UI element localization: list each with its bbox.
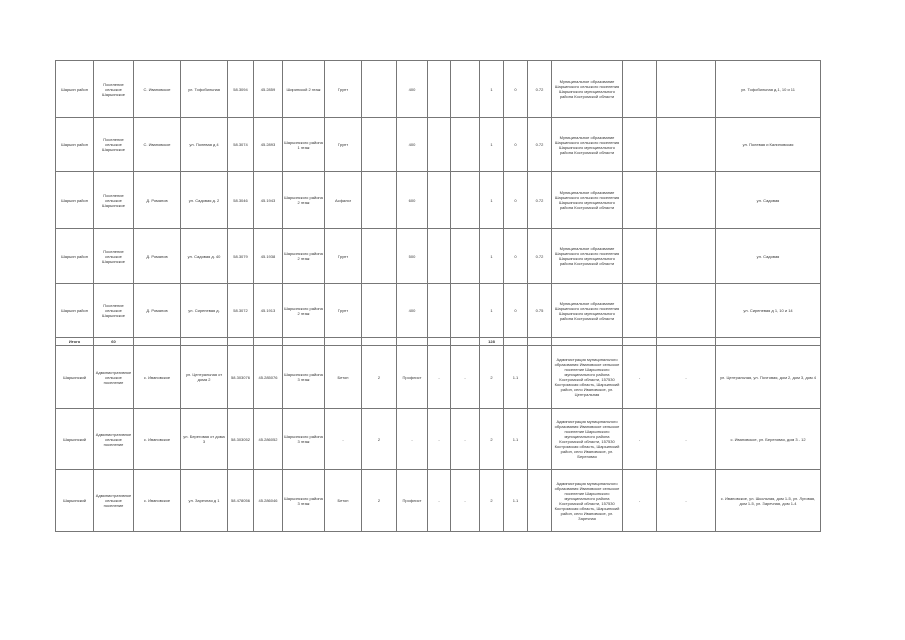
cell-material: 400 [397,284,428,338]
cell-d: 2 [480,470,504,532]
cell-material: Профлист [397,470,428,532]
cell [362,338,397,346]
cell-source: ул. Сиреневая д 1, 10 и 14 [716,284,821,338]
cell-f: 0.72 [528,61,552,118]
cell-f [528,409,552,470]
cell-f [528,346,552,409]
cell-c [451,229,480,284]
cell-e: 1.1 [504,470,528,532]
cell-e: 0 [504,172,528,229]
cell-street: ул. Садовая д. 2 [181,172,228,229]
cell-owner: Муниципальное образование Шарьинского сельского поселения Шарьинского муниципального района Костромской области [552,284,623,338]
cell-settlement: Поселение сельское Шарьинское [94,61,134,118]
cell [228,338,254,346]
cell-surface: Грунт [325,284,362,338]
cell-surface: Асфальт [325,172,362,229]
cell-settlement: Административное сельское поселение [94,346,134,409]
cell-a [362,172,397,229]
cell-lat: 58.3094 [228,61,254,118]
cell-f: 0.72 [528,118,552,172]
cell-d: 1 [480,61,504,118]
cell-surface: Грунт [325,229,362,284]
cell-street: ул. Центральная от дома 2 [181,346,228,409]
cell-material: - [397,409,428,470]
cell-source: ул. Полевая и Калиновская [716,118,821,172]
cell-source: ул. Садовая [716,172,821,229]
table-row [56,470,821,532]
cell-g [623,172,657,229]
cell-lat: 58.3046 [228,172,254,229]
cell-owner: Муниципальное образование Шарьинского сельского поселения Шарьинского муниципального района Костромской области [552,61,623,118]
cell-h [657,172,716,229]
cell-h: - [657,409,716,470]
cell-locality: Д. Романов [134,284,181,338]
cell-building: Шарьинского района 3 этаж [283,346,325,409]
cell-e: 0 [504,118,528,172]
cell-b: - [428,346,451,409]
cell [254,338,283,346]
cell-c: - [451,409,480,470]
cell-settlement: Поселение сельское Шарьинское [94,229,134,284]
cell [657,338,716,346]
cell-f: 0.72 [528,229,552,284]
cell-settlement: Поселение сельское Шарьинское [94,172,134,229]
cell-source: ул. Тофобильная д.1, 10 и 11 [716,61,821,118]
cell-lon: 45.2893 [254,118,283,172]
cell-a: 2 [362,409,397,470]
table-row [56,409,821,470]
cell [283,338,325,346]
cell [181,338,228,346]
cell-material: Профлист [397,346,428,409]
cell-e: 0 [504,284,528,338]
cell-g: - [623,409,657,470]
total-count: 60 [94,338,134,346]
cell [623,338,657,346]
cell-lon: 45.285076 [254,346,283,409]
cell-g [623,118,657,172]
cell-street: ул. Сиреневая д. [181,284,228,338]
cell-a [362,229,397,284]
cell-c [451,172,480,229]
cell-b [428,229,451,284]
cell-g [623,61,657,118]
cell-locality: с. Ивановское [134,346,181,409]
cell-building: Шарьинского района 3 этаж [283,470,325,532]
cell-f: 0.75 [528,284,552,338]
cell [528,338,552,346]
cell-source: с. Ивановское, ул. Школьная, дом 1-5, ул. Луговая, дом 1-5, ул. Заречная, дом 1-4 [716,470,821,532]
cell-surface: Бетон [325,346,362,409]
cell-locality: с. Ивановское [134,470,181,532]
cell-c: - [451,470,480,532]
total-sum: 128 [480,338,504,346]
cell [325,338,362,346]
cell-surface: Грунт [325,118,362,172]
cell-building: Шарьинского района 3 этаж [283,409,325,470]
cell-locality: с. Ивановское [134,409,181,470]
cell [134,338,181,346]
cell-material: 600 [397,172,428,229]
cell-material: 400 [397,61,428,118]
cell-locality: Д. Романов [134,229,181,284]
cell-g [623,284,657,338]
cell-lat: 58.478056 [228,470,254,532]
cell-lon: 45.1913 [254,284,283,338]
cell-d: 1 [480,172,504,229]
cell-a: 2 [362,470,397,532]
cell-building: Шарьинского района 2 этаж [283,284,325,338]
cell-building: Шарьинского района 2 этаж [283,172,325,229]
cell-source: ул. Садовая [716,229,821,284]
cell-district: Шарьин район [56,118,94,172]
cell-b: - [428,409,451,470]
cell-lat: 58.3079 [228,229,254,284]
cell-settlement: Поселение сельское Шарьинское [94,284,134,338]
cell-a [362,118,397,172]
cell-settlement: Административное сельское поселение [94,470,134,532]
cell-e: 0 [504,61,528,118]
cell-building: Ширинской 2 этаж [283,61,325,118]
cell-lon: 45.1943 [254,172,283,229]
cell-d: 2 [480,346,504,409]
cell-h [657,284,716,338]
total-row [56,338,821,346]
cell [451,338,480,346]
cell-d: 1 [480,284,504,338]
total-label: Итого [56,338,94,346]
cell-c: - [451,346,480,409]
cell-b [428,172,451,229]
cell-d: 1 [480,118,504,172]
cell-district: Шарьинский [56,409,94,470]
cell-district: Шарьин район [56,61,94,118]
cell-b [428,61,451,118]
cell-source: с. Ивановское, ул. Береговая, дом 3 - 12 [716,409,821,470]
cell-owner: Администрация муниципального образования Ивановское сельское поселение Шарьинского муниципального района Костромской области, 157530 Костромская область, Шарьинский район, село Ивановское, ул. Береговая [552,409,623,470]
cell-h: - [657,346,716,409]
cell-district: Шарьин район [56,284,94,338]
cell [552,338,623,346]
cell-c [451,118,480,172]
cell-lon: 45.286046 [254,470,283,532]
cell-h [657,229,716,284]
cell-street: ул. Садовая д. 40 [181,229,228,284]
cell-c [451,284,480,338]
cell-h [657,118,716,172]
cell-e: 0 [504,229,528,284]
cell-a: 2 [362,346,397,409]
cell-district: Шарьин район [56,172,94,229]
cell-locality: Д. Романов [134,172,181,229]
cell-street: ул. Заречная д 1 [181,470,228,532]
cell-g [623,229,657,284]
cell-d: 1 [480,229,504,284]
cell-owner: Администрация муниципального образования Ивановское сельское поселение Шарьинского муниципального района Костромской области, 157530 Костромская область, Шарьинский район, село Ивановское, ул. Центральная [552,346,623,409]
table-row [56,118,821,172]
cell-b [428,118,451,172]
cell [504,338,528,346]
cell-a [362,61,397,118]
cell-street: ул. Тофобильная [181,61,228,118]
table-row [56,284,821,338]
cell-a [362,284,397,338]
cell-g: - [623,346,657,409]
cell-h [657,61,716,118]
cell [428,338,451,346]
table-row [56,61,821,118]
cell-district: Шарьинский [56,346,94,409]
cell-d: 2 [480,409,504,470]
cell-f [528,470,552,532]
cell-source: ул. Центральная, ул. Почтовая, дом 2, дом 3, дом 4 [716,346,821,409]
cell-owner: Муниципальное образование Шарьинского сельского поселения Шарьинского муниципального района Костромской области [552,118,623,172]
cell-settlement: Административное сельское поселение [94,409,134,470]
cell-b [428,284,451,338]
cell-f: 0.72 [528,172,552,229]
table-row [56,172,821,229]
cell-district: Шарьинский [56,470,94,532]
cell [397,338,428,346]
cell-building: Шарьинского района 2 этаж [283,229,325,284]
cell-lat: 58.303052 [228,409,254,470]
cell-e: 1.1 [504,409,528,470]
cell-e: 1.1 [504,346,528,409]
cell-c [451,61,480,118]
cell-lat: 58.3072 [228,284,254,338]
cell-lat: 58.303076 [228,346,254,409]
cell-material: 400 [397,118,428,172]
cell-building: Шарьинского района 1 этаж [283,118,325,172]
cell-g: - [623,470,657,532]
table-row [56,229,821,284]
cell-lon: 45.2859 [254,61,283,118]
cell-district: Шарьин район [56,229,94,284]
cell-surface: - [325,409,362,470]
cell-lat: 58.3074 [228,118,254,172]
cell-lon: 45.1938 [254,229,283,284]
register-table [55,60,821,532]
cell-surface: Грунт [325,61,362,118]
cell-owner: Администрация муниципального образования Ивановское сельское поселение Шарьинского муниципального района Костромской области, 157530 Костромская область, Шарьинский район, село Ивановское, ул. Заречная [552,470,623,532]
cell-material: 500 [397,229,428,284]
cell-street: ул. Береговая от дома 3 [181,409,228,470]
cell-owner: Муниципальное образование Шарьинского сельского поселения Шарьинского муниципального района Костромской области [552,172,623,229]
cell-lon: 45.286052 [254,409,283,470]
cell [716,338,821,346]
cell-h: - [657,470,716,532]
cell-street: ул. Полевая д 4 [181,118,228,172]
cell-b: - [428,470,451,532]
cell-locality: С. Ивановское [134,61,181,118]
cell-settlement: Поселение сельское Шарьинское [94,118,134,172]
table-row [56,346,821,409]
cell-locality: С. Ивановское [134,118,181,172]
cell-owner: Муниципальное образование Шарьинского сельского поселения Шарьинского муниципального района Костромской области [552,229,623,284]
cell-surface: Бетон [325,470,362,532]
